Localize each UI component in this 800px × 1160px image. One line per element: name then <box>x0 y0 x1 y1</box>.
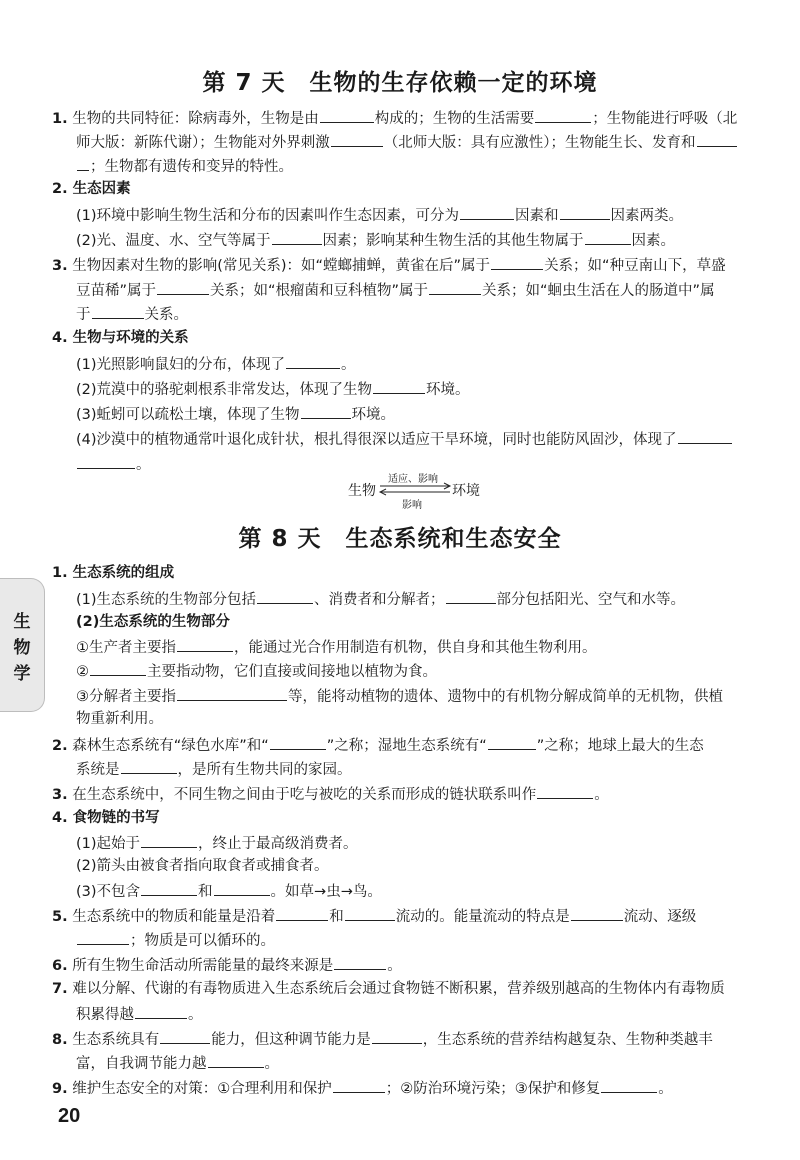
answer-blank[interactable] <box>208 1053 264 1068</box>
text: ，能通过光合作用制造有机物，供自身和其他生物利用。 <box>234 640 597 656</box>
answer-blank[interactable] <box>537 784 593 799</box>
item-number: 5. <box>52 909 68 925</box>
q8-4-sub2: (2)箭头由被食者指向取食者或捕食者。 <box>76 858 329 874</box>
text: 所有生物生命活动所需能量的最终来源是 <box>72 958 334 974</box>
q7-4-sub4 <box>76 429 733 449</box>
q7-1-line3 <box>76 156 293 176</box>
answer-blank[interactable] <box>535 108 591 123</box>
text: 。 <box>136 457 151 473</box>
text: (1)起始于 <box>76 836 141 852</box>
q8-1-c2 <box>76 661 437 681</box>
answer-blank[interactable] <box>272 230 322 245</box>
heading: 生态系统的组成 <box>72 565 175 581</box>
text: ；物质是可以循环的。 <box>130 933 275 949</box>
text: 关系。 <box>144 307 188 323</box>
item-number: 9. <box>52 1081 68 1097</box>
answer-blank[interactable] <box>334 955 386 970</box>
text: 关系；如“种豆南山下，草盛 <box>544 258 726 274</box>
heading: 生态因素 <box>72 181 131 197</box>
text: 。 <box>341 357 356 373</box>
q8-1-c1 <box>76 637 597 657</box>
q8-1-c3-cont: 物重新利用。 <box>76 711 163 727</box>
item-number: 1. <box>52 565 68 581</box>
text: 于 <box>76 307 91 323</box>
diagram-right-label: 环境 <box>452 483 480 499</box>
text: 等，能将动植物的遗体、遗物中的有机物分解成简单的无机物，供植 <box>288 689 723 705</box>
q8-1-c3 <box>76 686 723 706</box>
day8-title: 第 8 天 生态系统和生态安全 <box>238 526 562 552</box>
q8-2-line1 <box>52 735 704 755</box>
text: (2)荒漠中的骆驼刺根系非常发达，体现了生物 <box>76 382 373 398</box>
text: (3)不包含 <box>76 884 141 900</box>
text: 环境。 <box>351 407 396 423</box>
answer-blank[interactable] <box>177 637 233 652</box>
answer-blank[interactable] <box>488 735 536 750</box>
q7-4-sub2 <box>76 379 470 399</box>
answer-blank[interactable] <box>333 1078 385 1093</box>
answer-blank[interactable] <box>141 881 197 896</box>
text: 因素和 <box>515 208 559 224</box>
text: ”之称；地球上最大的生态 <box>536 738 704 754</box>
subject-side-tab <box>0 578 45 712</box>
q8-7-line1 <box>52 980 725 998</box>
text: ，终止于最高级消费者。 <box>198 836 358 852</box>
text: 在生态系统中，不同生物之间由于吃与被吃的关系而形成的链状联系叫作 <box>72 787 537 803</box>
organism-environment-diagram <box>330 470 490 510</box>
text: 。 <box>594 787 609 803</box>
answer-blank[interactable] <box>571 906 623 921</box>
text: 生态系统具有 <box>72 1032 160 1048</box>
q8-8-line2 <box>76 1053 279 1073</box>
q8-4-head <box>52 809 160 827</box>
answer-blank[interactable] <box>446 589 496 604</box>
text: 富，自我调节能力越 <box>76 1056 207 1072</box>
text: (1)生态系统的生物部分包括 <box>76 592 257 608</box>
text: 因素；影响某种生物生活的其他生物属于 <box>322 233 584 249</box>
q7-1-line1 <box>52 108 737 128</box>
page-number: 20 <box>58 1105 81 1127</box>
text: ①生产者主要指 <box>76 640 176 656</box>
answer-blank[interactable] <box>77 930 129 945</box>
text: 豆苗稀”属于 <box>76 283 157 299</box>
text: 能力，但这种调节能力是 <box>211 1032 371 1048</box>
text: 部分包括阳光、空气和水等。 <box>496 592 686 608</box>
text: 环境。 <box>426 382 470 398</box>
q7-1-line2 <box>76 132 738 152</box>
answer-blank[interactable] <box>429 280 481 295</box>
diagram-bottom-label: 影响 <box>402 500 422 511</box>
answer-blank[interactable] <box>560 205 610 220</box>
q7-2-head <box>52 180 131 198</box>
answer-blank[interactable] <box>214 881 270 896</box>
side-tab-char: 学 <box>13 664 31 684</box>
heading: 食物链的书写 <box>72 810 160 826</box>
answer-blank[interactable] <box>135 1004 187 1019</box>
text: 关系；如“根瘤菌和豆科植物”属于 <box>210 283 429 299</box>
text: ② <box>76 664 89 680</box>
text: 和 <box>329 909 344 925</box>
q8-3 <box>52 784 609 804</box>
text: (2)光、温度、水、空气等属于 <box>76 233 271 249</box>
text: 。 <box>658 1081 673 1097</box>
answer-blank[interactable] <box>286 354 340 369</box>
text: (1)环境中影响生物生活和分布的因素叫作生态因素，可分为 <box>76 208 460 224</box>
q7-2-sub2 <box>76 230 675 250</box>
text: 生物的共同特征：除病毒外，生物是由 <box>72 111 319 127</box>
text: 主要指动物，它们直接或间接地以植物为食。 <box>147 664 437 680</box>
answer-blank[interactable] <box>270 735 326 750</box>
answer-blank[interactable] <box>331 132 383 147</box>
text: 流动的。能量流动的特点是 <box>395 909 570 925</box>
answer-blank[interactable] <box>345 906 395 921</box>
text: ；生物能进行呼吸（北 <box>592 111 738 127</box>
q8-7-line2 <box>76 1004 203 1024</box>
answer-blank[interactable] <box>697 132 737 147</box>
diagram-left-label: 生物 <box>348 483 376 499</box>
text: 。如草→虫→鸟。 <box>270 884 382 900</box>
text: ③分解者主要指 <box>76 689 176 705</box>
item-number: 3. <box>52 787 68 803</box>
q7-4-sub1 <box>76 354 356 374</box>
text: 维护生态安全的对策：①合理利用和保护 <box>72 1081 332 1097</box>
text: 。 <box>264 1056 279 1072</box>
answer-blank[interactable] <box>177 686 287 701</box>
text: ；生物都有遗传和变异的特性。 <box>90 159 293 175</box>
item-number: 8. <box>52 1032 68 1048</box>
answer-blank[interactable] <box>373 379 425 394</box>
diagram-top-label: 适应、影响 <box>388 474 438 485</box>
text: 构成的；生物的生活需要 <box>374 111 535 127</box>
text: ；②防治环境污染；③保护和修复 <box>385 1081 601 1097</box>
answer-blank[interactable] <box>301 404 351 419</box>
answer-blank[interactable] <box>320 108 374 123</box>
text: 因素两类。 <box>610 208 684 224</box>
answer-blank[interactable] <box>77 454 135 469</box>
answer-blank[interactable] <box>160 1029 210 1044</box>
text: 。 <box>387 958 402 974</box>
answer-blank[interactable] <box>601 1078 657 1093</box>
q7-3-line1 <box>52 255 726 275</box>
q7-3-line2 <box>76 280 715 300</box>
q8-1-head <box>52 564 174 582</box>
q7-2-sub1 <box>76 205 683 225</box>
q8-2-line2 <box>76 759 352 779</box>
answer-blank[interactable] <box>276 906 328 921</box>
answer-blank[interactable] <box>585 230 631 245</box>
text: (4)沙漠中的植物通常叶退化成针状，根扎得很深以适应干旱环境，同时也能防风固沙，体现了 <box>76 432 677 448</box>
text: 师大版：新陈代谢）；生物能对外界刺激 <box>76 135 330 151</box>
item-number: 1. <box>52 111 68 127</box>
q7-4-head <box>52 329 189 347</box>
item-number: 4. <box>52 810 68 826</box>
text: 、消费者和分解者； <box>314 592 445 608</box>
answer-blank[interactable] <box>77 156 89 171</box>
text: (3)蚯蚓可以疏松土壤，体现了生物 <box>76 407 300 423</box>
text: 系统是 <box>76 762 120 778</box>
text: (1)光照影响鼠妇的分布，体现了 <box>76 357 286 373</box>
q8-5-line1 <box>52 906 696 926</box>
text: 生态系统中的物质和能量是沿着 <box>72 909 276 925</box>
answer-blank[interactable] <box>257 589 313 604</box>
q8-1-sub1 <box>76 589 685 609</box>
double-arrow-icon <box>378 482 452 496</box>
side-tab-char: 生 <box>13 612 31 632</box>
text: ，是所有生物共同的家园。 <box>177 762 352 778</box>
q7-4-sub4-cont <box>76 454 151 474</box>
q8-5-line2 <box>76 930 275 950</box>
text: 关系；如“蛔虫生活在人的肠道中”属 <box>482 283 715 299</box>
item-number: 2. <box>52 738 68 754</box>
text: ，生态系统的营养结构越复杂、生物种类越丰 <box>422 1032 713 1048</box>
day7-title: 第 7 天 生物的生存依赖一定的环境 <box>202 70 598 96</box>
answer-blank[interactable] <box>491 255 543 270</box>
text: 森林生态系统有“绿色水库”和“ <box>72 738 269 754</box>
answer-blank[interactable] <box>90 661 146 676</box>
answer-blank[interactable] <box>141 833 197 848</box>
answer-blank[interactable] <box>121 759 177 774</box>
q8-8-line1 <box>52 1029 713 1049</box>
item-number: 7. <box>52 981 68 997</box>
item-number: 6. <box>52 958 68 974</box>
q7-3-line3 <box>76 304 188 324</box>
text: 生物因素对生物的影响(常见关系)：如“螳螂捕蝉，黄雀在后”属于 <box>72 258 491 274</box>
text: 难以分解、代谢的有毒物质进入生态系统后会通过食物链不断积累，营养级别越高的生物体内有毒物质 <box>72 981 725 997</box>
heading: 生物与环境的关系 <box>72 330 189 346</box>
q8-4-sub3 <box>76 881 382 901</box>
q8-1-sub2: (2)生态系统的生物部分 <box>76 614 230 630</box>
text: 和 <box>198 884 213 900</box>
answer-blank[interactable] <box>460 205 514 220</box>
answer-blank[interactable] <box>92 304 144 319</box>
text: 。 <box>188 1007 203 1023</box>
item-number: 2. <box>52 181 68 197</box>
text: 流动、逐级 <box>623 909 697 925</box>
answer-blank[interactable] <box>157 280 209 295</box>
side-tab-char: 物 <box>13 638 31 658</box>
q8-4-sub1 <box>76 833 358 853</box>
text: 因素。 <box>631 233 676 249</box>
q8-9 <box>52 1078 673 1098</box>
text: 积累得越 <box>76 1007 134 1023</box>
item-number: 4. <box>52 330 68 346</box>
q7-4-sub3 <box>76 404 395 424</box>
answer-blank[interactable] <box>372 1029 422 1044</box>
text: （北师大版：具有应激性）；生物能生长、发育和 <box>383 135 696 151</box>
text: ”之称；湿地生态系统有“ <box>326 738 487 754</box>
q8-6 <box>52 955 402 975</box>
item-number: 3. <box>52 258 68 274</box>
answer-blank[interactable] <box>678 429 732 444</box>
